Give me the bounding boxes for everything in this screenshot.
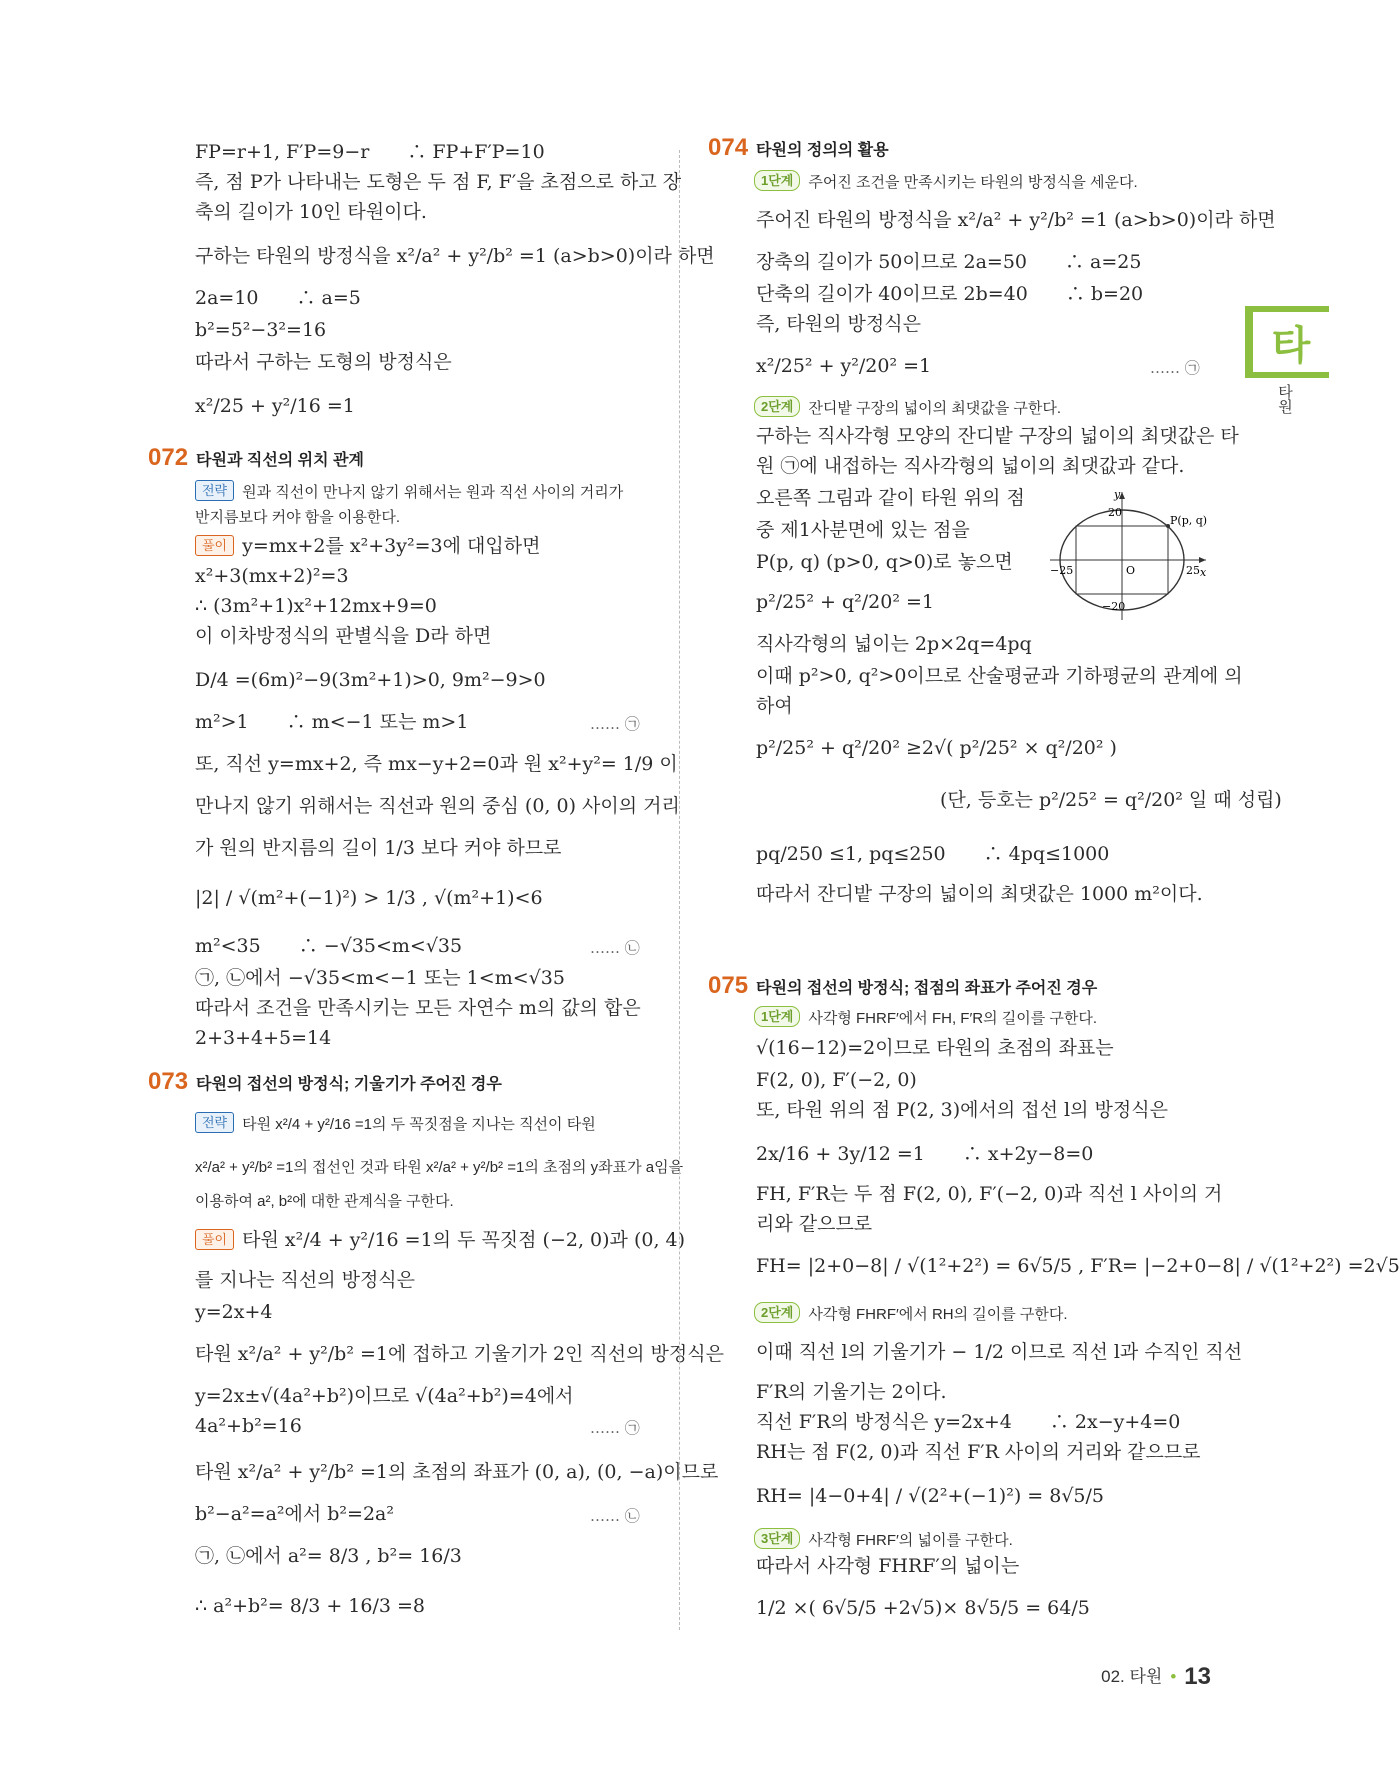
footer-chapter: 02. 타원 bbox=[1101, 1667, 1163, 1686]
text-line: 주어진 타원의 방정식을 x²/a² + y²/b² =1 (a>b>0)이라 하면 bbox=[756, 209, 1276, 231]
text-line: 타원 x²/4 + y²/16 =1의 두 꼭짓점 (−2, 0)과 (0, 4) bbox=[242, 1229, 686, 1251]
solution-line bbox=[195, 534, 540, 558]
text-line: FH= |2+0−8| / √(1²+2²) = 6√5/5 , F′R= |−2+0−8| / √(1²+2²) =2√5 bbox=[756, 1255, 1400, 1277]
strategy-text: x²/a² + y²/b² =1의 접선인 것과 타원 x²/a² + y²/b² =1의 초점의 y좌표가 a임을 bbox=[195, 1159, 684, 1176]
text-line: 구하는 직사각형 모양의 잔디밭 구장의 넓이의 최댓값은 타 bbox=[756, 425, 1239, 447]
point-p-label: P(p, q) bbox=[1170, 514, 1208, 527]
equation-mark: …… ㉠ bbox=[590, 715, 640, 733]
text-line: p²/25² + q²/20² =1 bbox=[756, 591, 934, 613]
text-line: 또, 타원 위의 점 P(2, 3)에서의 접선 l의 방정식은 bbox=[756, 1099, 1168, 1121]
section-header-072 bbox=[148, 446, 364, 473]
text-line: b²−a²=a²에서 b²=2a² bbox=[195, 1503, 394, 1525]
text-line: (단, 등호는 p²/25² = q²/20² 일 때 성립) bbox=[940, 789, 1282, 811]
section-number: 073 bbox=[148, 1068, 189, 1095]
text-line: pq/250 ≤1, pq≤250 ∴ 4pq≤1000 bbox=[756, 843, 1110, 865]
chapter-side-label: 타원 bbox=[1276, 384, 1293, 414]
text-line: FH, F′R는 두 점 F(2, 0), F′(−2, 0)과 직선 l 사이의 거 bbox=[756, 1183, 1223, 1205]
text-line: 2x/16 + 3y/12 =1 ∴ x+2y−8=0 bbox=[756, 1143, 1094, 1165]
column-divider bbox=[679, 150, 680, 1630]
step-tag: 2단계 bbox=[754, 396, 800, 417]
text-line: 직사각형의 넓이는 2p×2q=4pq bbox=[756, 633, 1032, 655]
text-line: p²/25² + q²/20² ≥2√( p²/25² × q²/20² ) bbox=[756, 737, 1117, 759]
text-line: 구하는 타원의 방정식을 x²/a² + y²/b² =1 (a>b>0)이라 하면 bbox=[195, 245, 715, 267]
text-line: F(2, 0), F′(−2, 0) bbox=[756, 1069, 917, 1091]
strategy-line bbox=[195, 480, 623, 505]
text-line: 직선 F′R의 방정식은 y=2x+4 ∴ 2x−y+4=0 bbox=[756, 1411, 1181, 1433]
step-line bbox=[754, 170, 1138, 195]
section-number: 074 bbox=[708, 134, 749, 161]
step-text: 잔디밭 구장의 넓이의 최댓값을 구한다. bbox=[808, 400, 1062, 417]
text-line: ∴ (3m²+1)x²+12mx+9=0 bbox=[195, 595, 437, 617]
ellipse-figure bbox=[1048, 488, 1208, 622]
text-line: RH는 점 F(2, 0)과 직선 F′R 사이의 거리와 같으므로 bbox=[756, 1441, 1201, 1463]
section-header-074 bbox=[708, 136, 889, 163]
strategy-tag: 전략 bbox=[195, 1112, 234, 1133]
chapter-glyph: 타 bbox=[1271, 323, 1311, 368]
text-line: 를 지나는 직선의 방정식은 bbox=[195, 1269, 416, 1291]
step-text: 사각형 FHRF′에서 FH, F′R의 길이를 구한다. bbox=[808, 1010, 1098, 1027]
equation-mark: …… ㉡ bbox=[590, 1507, 640, 1525]
text-line: x²+3(mx+2)²=3 bbox=[195, 565, 349, 587]
text-line: 즉, 점 P가 나타내는 도형은 두 점 F, F′을 초점으로 하고 장 bbox=[195, 171, 682, 193]
text-line: D/4 =(6m)²−9(3m²+1)>0, 9m²−9>0 bbox=[195, 669, 546, 691]
section-title: 타원과 직선의 위치 관계 bbox=[196, 452, 364, 469]
strategy-text: 반지름보다 커야 함을 이용한다. bbox=[195, 509, 401, 526]
text-line: 타원 x²/a² + y²/b² =1의 초점의 좌표가 (0, a), (0, −a)이므로 bbox=[195, 1461, 719, 1483]
text-line: P(p, q) (p>0, q>0)로 놓으면 bbox=[756, 551, 1013, 573]
step-text: 사각형 FHRF′의 넓이를 구한다. bbox=[808, 1532, 1013, 1549]
page-footer bbox=[1101, 1662, 1211, 1691]
text-line: 따라서 사각형 FHRF′의 넓이는 bbox=[756, 1555, 1020, 1577]
text-line: 이때 직선 l의 기울기가 − 1/2 이므로 직선 l과 수직인 직선 bbox=[756, 1341, 1243, 1363]
origin-label: O bbox=[1126, 564, 1136, 577]
step-tag: 2단계 bbox=[754, 1302, 800, 1323]
text-line: 또, 직선 y=mx+2, 즉 mx−y+2=0과 원 x²+y²= 1/9 이 bbox=[195, 753, 678, 775]
text-line: 따라서 조건을 만족시키는 모든 자연수 m의 값의 합은 bbox=[195, 997, 641, 1019]
equation-mark: …… ㉠ bbox=[1150, 359, 1200, 377]
section-title: 타원의 접선의 방정식; 기울기가 주어진 경우 bbox=[196, 1076, 502, 1093]
x-label: x bbox=[1200, 566, 1207, 579]
text-line: 리와 같으므로 bbox=[756, 1213, 873, 1235]
step-line bbox=[754, 1528, 1013, 1553]
section-title: 타원의 정의의 활용 bbox=[756, 142, 889, 159]
text-line: FP=r+1, F′P=9−r ∴ FP+F′P=10 bbox=[195, 141, 545, 163]
step-line bbox=[754, 396, 1061, 421]
step-tag: 1단계 bbox=[754, 1006, 800, 1027]
strategy-line bbox=[195, 1112, 596, 1137]
chapter-tab-box bbox=[1247, 312, 1329, 372]
text-line: RH= |4−0+4| / √(2²+(−1)²) = 8√5/5 bbox=[756, 1485, 1105, 1507]
text-line: ∴ a²+b²= 8/3 + 16/3 =8 bbox=[195, 1595, 426, 1617]
text-line: y=2x+4 bbox=[195, 1301, 273, 1323]
text-line: ㉠, ㉡에서 −√35<m<−1 또는 1<m<√35 bbox=[195, 967, 565, 989]
tick-20: 20 bbox=[1108, 506, 1122, 519]
text-line: 이 이차방정식의 판별식을 D라 하면 bbox=[195, 625, 492, 647]
text-line: 2+3+4+5=14 bbox=[195, 1027, 332, 1049]
strategy-text: 원과 직선이 만나지 않기 위해서는 원과 직선 사이의 거리가 bbox=[242, 484, 624, 501]
step-line bbox=[754, 1006, 1097, 1031]
step-line bbox=[754, 1302, 1068, 1327]
text-line: 2a=10 ∴ a=5 bbox=[195, 287, 361, 309]
step-tag: 1단계 bbox=[754, 170, 800, 191]
footer-dot: • bbox=[1170, 1667, 1177, 1686]
text-line: √(16−12)=2이므로 타원의 초점의 좌표는 bbox=[756, 1037, 1114, 1059]
section-number: 075 bbox=[708, 972, 749, 999]
step-text: 사각형 FHRF′에서 RH의 길이를 구한다. bbox=[808, 1306, 1068, 1323]
solution-tag: 풀이 bbox=[195, 1229, 234, 1250]
text-line: m²<35 ∴ −√35<m<√35 bbox=[195, 935, 463, 957]
text-line: ㉠, ㉡에서 a²= 8/3 , b²= 16/3 bbox=[195, 1545, 462, 1567]
text-line: |2| / √(m²+(−1)²) > 1/3 , √(m²+1)<6 bbox=[195, 887, 543, 909]
text-line: 타원 x²/a² + y²/b² =1에 접하고 기울기가 2인 직선의 방정식은 bbox=[195, 1343, 724, 1365]
section-header-073 bbox=[148, 1070, 502, 1097]
strategy-tag: 전략 bbox=[195, 480, 234, 501]
section-number: 072 bbox=[148, 444, 189, 471]
x-arrow-icon bbox=[1199, 557, 1206, 563]
text-line: 하여 bbox=[756, 695, 793, 717]
text-line: F′R의 기울기는 2이다. bbox=[756, 1381, 947, 1403]
strategy-text: 타원 x²/4 + y²/16 =1의 두 꼭짓점을 지나는 직선이 타원 bbox=[242, 1116, 596, 1133]
text-line: 가 원의 반지름의 길이 1/3 보다 커야 하므로 bbox=[195, 837, 562, 859]
text-line: 즉, 타원의 방정식은 bbox=[756, 313, 921, 335]
section-header-075 bbox=[708, 974, 1097, 1001]
solution-line bbox=[195, 1228, 685, 1252]
text-line: 이때 p²>0, q²>0이므로 산술평균과 기하평균의 관계에 의 bbox=[756, 665, 1243, 687]
equation-mark: …… ㉠ bbox=[590, 1419, 640, 1437]
text-line: y=mx+2를 x²+3y²=3에 대입하면 bbox=[242, 535, 541, 557]
solution-tag: 풀이 bbox=[195, 535, 234, 556]
text-line: m²>1 ∴ m<−1 또는 m>1 bbox=[195, 711, 469, 733]
text-line: x²/25² + y²/20² =1 bbox=[756, 355, 932, 377]
text-line: 따라서 구하는 도형의 방정식은 bbox=[195, 351, 452, 373]
text-line: 축의 길이가 10인 타원이다. bbox=[195, 201, 427, 223]
tick-25: 25 bbox=[1186, 564, 1200, 577]
strategy-text: 이용하여 a², b²에 대한 관계식을 구한다. bbox=[195, 1193, 454, 1210]
text-line: b²=5²−3²=16 bbox=[195, 319, 327, 341]
tick-minus-25: −25 bbox=[1050, 564, 1074, 577]
equation-mark: …… ㉡ bbox=[590, 939, 640, 957]
text-line: 따라서 잔디밭 구장의 넓이의 최댓값은 1000 m²이다. bbox=[756, 883, 1203, 905]
text-line: 4a²+b²=16 bbox=[195, 1415, 302, 1437]
text-line: 원 ㉠에 내접하는 직사각형의 넓이의 최댓값과 같다. bbox=[756, 455, 1185, 477]
page-number: 13 bbox=[1184, 1663, 1211, 1690]
text-line: y=2x±√(4a²+b²)이므로 √(4a²+b²)=4에서 bbox=[195, 1385, 574, 1407]
text-line: 오른쪽 그림과 같이 타원 위의 점 bbox=[756, 487, 1025, 509]
section-title: 타원의 접선의 방정식; 접점의 좌표가 주어진 경우 bbox=[756, 980, 1098, 997]
text-line: 중 제1사분면에 있는 점을 bbox=[756, 519, 970, 541]
y-label: y bbox=[1114, 488, 1121, 501]
step-tag: 3단계 bbox=[754, 1528, 800, 1549]
text-line: 1/2 ×( 6√5/5 +2√5)× 8√5/5 = 64/5 bbox=[756, 1597, 1090, 1619]
text-line: x²/25 + y²/16 =1 bbox=[195, 395, 355, 417]
text-line: 만나지 않기 위해서는 직선과 원의 중심 (0, 0) 사이의 거리 bbox=[195, 795, 680, 817]
text-line: 장축의 길이가 50이므로 2a=50 ∴ a=25 bbox=[756, 251, 1142, 273]
step-text: 주어진 조건을 만족시키는 타원의 방정식을 세운다. bbox=[808, 174, 1138, 191]
tick-minus-20: −20 bbox=[1102, 600, 1126, 613]
text-line: 단축의 길이가 40이므로 2b=40 ∴ b=20 bbox=[756, 283, 1144, 305]
